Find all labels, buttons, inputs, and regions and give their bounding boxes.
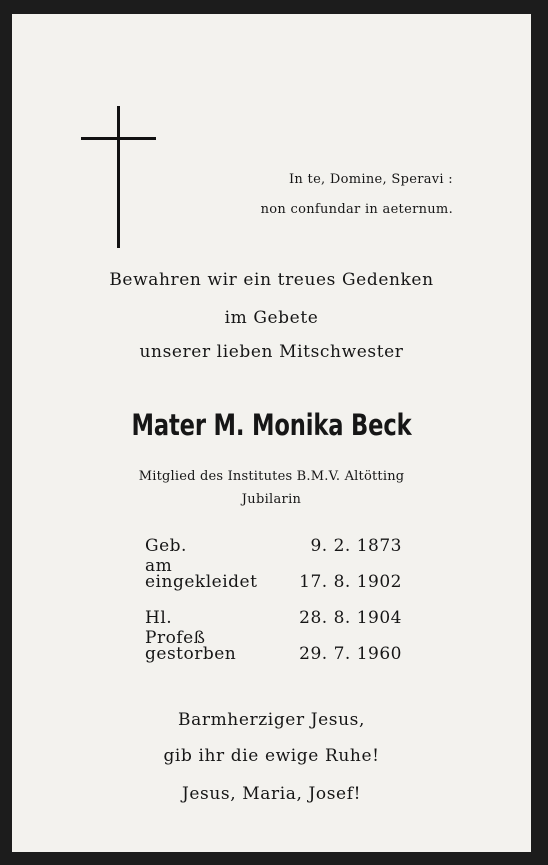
deceased-name: Mater M. Monika Beck: [131, 408, 412, 442]
intro-line-2: im Gebete: [224, 308, 319, 328]
membership-line: Mitglied des Institutes B.M.V. Altötting: [138, 469, 405, 484]
date-label: Hl. Profeß: [145, 608, 206, 648]
memorial-card: [12, 14, 531, 852]
motto-line-1: In te, Domine, Speravi :: [289, 172, 453, 187]
prayer-line-3: Jesus, Maria, Josef!: [181, 784, 362, 804]
role-line: Jubilarin: [241, 492, 302, 507]
prayer-line-2: gib ihr die ewige Ruhe!: [163, 746, 380, 766]
date-value: 28. 8. 1904: [299, 608, 402, 628]
motto-line-2: non confundar in aeternum.: [260, 202, 453, 217]
intro-line-3: unserer lieben Mitschwester: [139, 342, 404, 362]
cross-icon: [117, 106, 120, 248]
cross-icon-bar: [81, 137, 156, 140]
date-label: eingekleidet: [145, 572, 258, 592]
date-label: Geb. am: [145, 536, 187, 576]
prayer-line-1: Barmherziger Jesus,: [178, 710, 365, 730]
date-label: gestorben: [145, 644, 237, 664]
intro-line-1: Bewahren wir ein treues Gedenken: [109, 270, 434, 290]
date-value: 17. 8. 1902: [299, 572, 402, 592]
date-value: 29. 7. 1960: [299, 644, 402, 664]
date-value: 9. 2. 1873: [310, 536, 402, 556]
